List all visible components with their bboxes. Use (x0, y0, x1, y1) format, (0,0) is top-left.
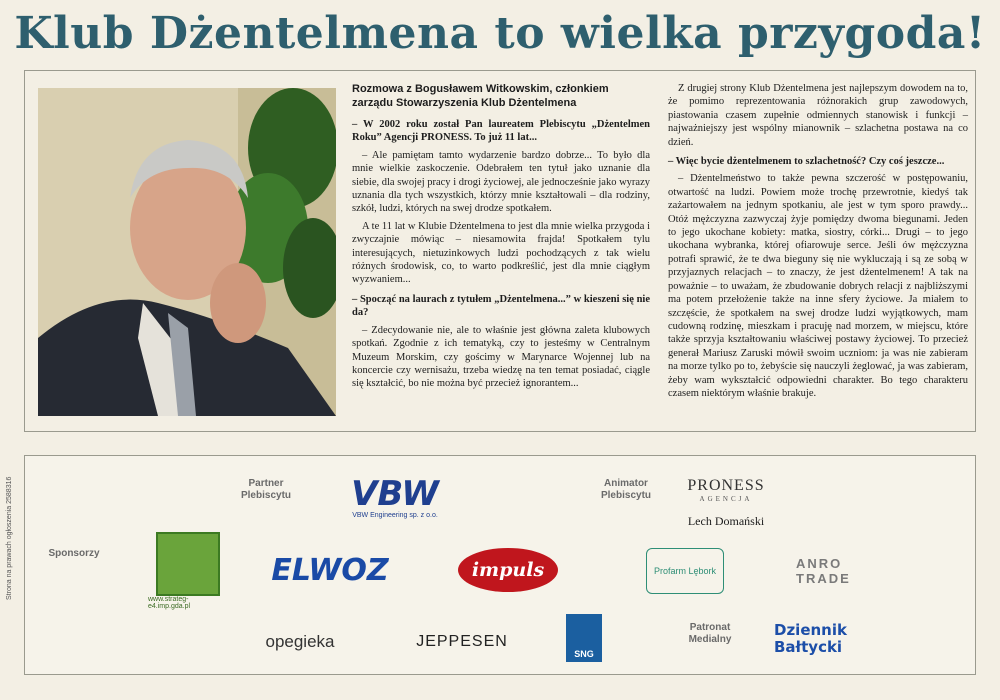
partner-label: Partner Plebiscytu (240, 478, 292, 501)
opegieka-logo: opegieka (265, 632, 335, 651)
answer-3: – Dżentelmeństwo to także pewna szczerość w postępowaniu, otwartość na ludzi. Powiem może trochę przewrotnie, kiedyś tak zażartowałem na jednym spotkaniu, ale jest w tym sporo prawdy... Otóż mężczyzna zazwyczaj żyje pomiędzy dwoma biegunami. Jeden to jego ukochane kobiety: matka, siostry, córki... Drugi – to jego ukochana wybranka, której ofiarowuje serce. Jeśli ów mężczyzna potrafi sprawić, że te dwa bieguny się nie wykluczają i są ze sobą w przyjaznych relacjach – to znaczy, że jest dżentelmenem! A tak na poważnie – to uważam, że zbudowanie dobrych relacji z najbliższymi ma potem przełożenie także na inne sfery życiowe. Ja miałem to szczęście, że spotkałem na swej drodze ludzi wyjątkowych, mam cudowną rodzinę, mieszkam i pracuję nad morzem, w miejscu, które także sprzyja kształtowaniu właściwej postawy życiowej. To przecież generał Mariusz Zaruski mówił swoim uczniom: ja was nie zabieram na morze tylko po to, żebyście się nauczyli żeglować, ja was zabieram, żeby wam wykształcić odpowiedni charakter. Bo tego charakteru czasem niektórym właśnie brakuje. (668, 173, 968, 399)
impuls-logo (458, 548, 558, 592)
lech-domanski: Lech Domański (687, 513, 765, 528)
elwoz-logo: ELWOZ (271, 552, 389, 588)
impuls-wordmark: impuls (471, 559, 545, 581)
question-2: – Spocząć na laurach z tytułem „Dżentelmena...” w kieszeni się nie da? (352, 293, 650, 319)
strateg-logo (148, 530, 228, 612)
sponsors-label: Sponsorzy (48, 548, 100, 559)
question-3: – Więc bycie dżentelmenem to szlachetność? Czy coś jeszcze... (668, 156, 945, 168)
article-column-1 (352, 82, 650, 395)
question-1: – W 2002 roku został Pan laureatem Plebiscytu „Dżentelmen Roku” Agencji PRONESS. To już 11 lat... (352, 119, 650, 144)
proness-logo (676, 470, 776, 510)
vbw-wordmark: VBW (351, 473, 439, 514)
vbw-subtitle: VBW Engineering sp. z o.o. (352, 511, 438, 519)
answer-1: – Ale pamiętam tamto wydarzenie bardzo dobrze... To było dla mnie wielkie zaskoczenie. Odebrałem ten tytuł jako uznanie dla siebie, dla swojej pracy i drogi życiowej, ale jednocześnie jako wyrazy uznania dla tych wszystkich, którzy mnie kształtowali – dla rodziny, szkół, ludzi, których na swej drodze spotkałem. (352, 149, 650, 215)
strateg-leaf-icon (156, 532, 220, 596)
jeppesen-logo: JEPPESEN (416, 633, 508, 650)
profarm-logo: Profarm Lębork (646, 548, 724, 594)
portrait-photo (38, 88, 336, 416)
side-note: Strona na prawach ogłoszenia 2588316 (6, 476, 13, 600)
headline: Klub Dżentelmena to wielka przygoda! (14, 8, 986, 59)
antrade-logo: ANRO TRADE (796, 556, 851, 586)
proness-wordmark: PRONESS (687, 477, 765, 494)
answer-2: – Zdecydowanie nie, ale to właśnie jest główna zaleta klubowych spotkań. Zgodnie z ich tematyką, czy to jesteśmy w Centralnym Muzeum Morskim, czy gościmy w Marynarce Wojennej lub na koncercie czy wernisażu, trzeba wiedzę na ten temat posiadać, ciągle się kształcić, bo nie można być przecież ignorantem... (352, 324, 650, 390)
proness-subtitle: AGENCJA (699, 495, 753, 503)
answer-1b: A te 11 lat w Klubie Dżentelmena to jest dla mnie wielka przygoda i zwyczajnie mówiąc – niesamowita frajda! Spotkałem tylu interesujących, nietuzinkowych ludzi pochodzących z tak wielu różnych środowisk, co, to warto podkreślić, jest dla mnie ciągłym wyzwaniem... (352, 220, 650, 286)
animator-label: Animator Plebiscytu (600, 478, 652, 501)
intro-line: Rozmowa z Bogusławem Witkowskim, członkiem zarządu Stowarzyszenia Klub Dżentelmena (352, 83, 609, 109)
strateg-url: www.strateg-e4.imp.gda.pl (148, 596, 191, 610)
answer-2b: Z drugiej strony Klub Dżentelmena jest najlepszym dowodem na to, że pomimo reprezentowania różnorakich grup zawodowych, piastowania czasem zupełnie odmiennych stanowisk i funkcji – najważniejszy jest wspólny mianownik – szlachetna postawa na co dzień. (668, 83, 968, 148)
article-column-2 (668, 82, 968, 404)
vbw-logo (330, 468, 460, 526)
dziennik-logo: Dziennik Bałtycki (774, 621, 847, 656)
patronat-label: Patronat Medialny (688, 622, 732, 645)
sng-logo: SNG (566, 614, 602, 662)
